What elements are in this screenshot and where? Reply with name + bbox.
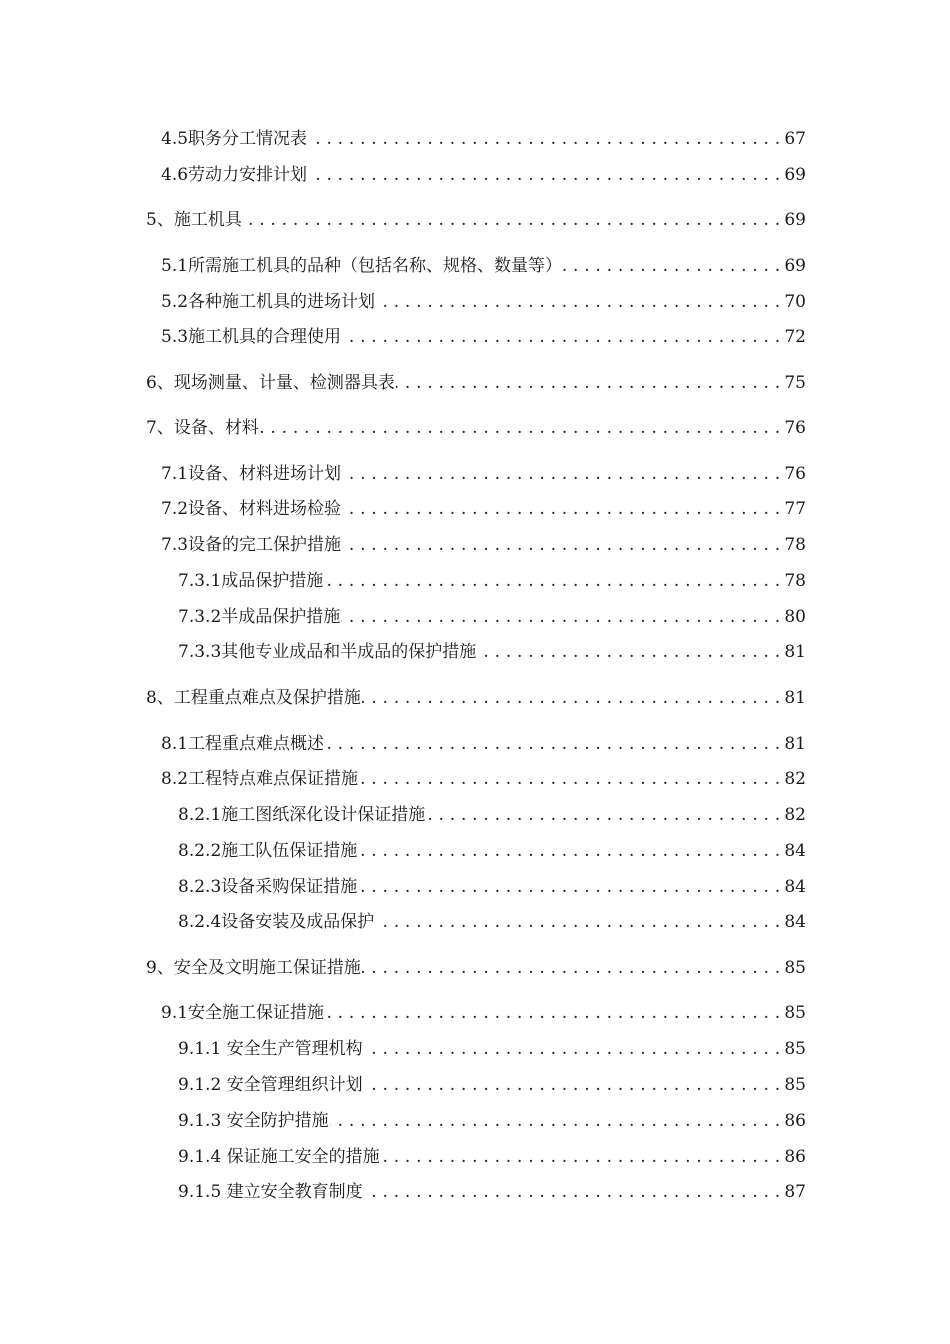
toc-entry[interactable]: [161, 729, 806, 755]
toc-dot-leader: [396, 372, 783, 394]
toc-dot-leader: [341, 606, 782, 628]
toc-dot-leader: [342, 463, 782, 485]
toc-entry[interactable]: [146, 368, 806, 394]
toc-entry-page: 69: [784, 165, 806, 185]
toc-entry-page: 85: [784, 1039, 806, 1059]
toc-entry[interactable]: [161, 998, 806, 1024]
toc-dot-leader: [308, 164, 782, 186]
toc-entry[interactable]: [161, 160, 806, 186]
toc-entry-label: 7.3.2半成品保护措施: [178, 607, 341, 627]
toc-dot-leader: [330, 1110, 783, 1132]
toc-entry-label: 9.1.4 保证施工安全的措施: [178, 1147, 380, 1167]
toc-dot-leader: [376, 291, 782, 313]
toc-entry-label: 5、施工机具: [146, 210, 242, 230]
toc-dot-leader: [364, 1181, 783, 1203]
toc-dot-leader: [362, 957, 783, 979]
toc-entry-page: 81: [784, 734, 806, 754]
toc-dot-leader: [362, 687, 783, 709]
toc-dot-leader: [342, 498, 782, 520]
toc-dot-leader: [364, 1038, 783, 1060]
toc-entry[interactable]: [178, 1142, 806, 1168]
toc-dot-leader: [260, 417, 783, 439]
toc-dot-leader: [324, 570, 782, 592]
toc-entry-page: 81: [784, 642, 806, 662]
toc-entry-label: 9、安全及文明施工保证措施: [146, 958, 361, 978]
toc-dot-leader: [375, 911, 782, 933]
toc-entry-page: 78: [784, 535, 806, 555]
toc-entry-label: 8.2工程特点难点保证措施: [161, 769, 359, 789]
toc-entry-page: 76: [784, 464, 806, 484]
toc-entry[interactable]: [161, 124, 806, 150]
toc-entry-page: 76: [784, 418, 806, 438]
toc-entry-label: 7.3.3其他专业成品和半成品的保护措施: [178, 642, 477, 662]
toc-dot-leader: [243, 209, 783, 231]
toc-entry[interactable]: [146, 953, 806, 979]
toc-entry-label: 9.1安全施工保证措施: [161, 1003, 325, 1023]
toc-dot-leader: [426, 804, 782, 826]
toc-entry-label: 9.1.5 建立安全教育制度: [178, 1182, 363, 1202]
toc-dot-leader: [563, 255, 782, 277]
toc-entry[interactable]: [178, 800, 806, 826]
toc-dot-leader: [325, 733, 782, 755]
toc-entry[interactable]: [178, 602, 806, 628]
toc-dot-leader: [477, 641, 782, 663]
toc-entry-page: 86: [784, 1147, 806, 1167]
toc-entry-label: 9.1.2 安全管理组织计划: [178, 1075, 363, 1095]
toc-entry[interactable]: [161, 322, 806, 348]
toc-entry-label: 5.2各种施工机具的进场计划: [161, 292, 376, 312]
toc-entry-page: 85: [784, 1075, 806, 1095]
toc-dot-leader: [364, 1074, 783, 1096]
toc-entry[interactable]: [161, 287, 806, 313]
toc-entry-page: 70: [784, 292, 806, 312]
toc-entry-label: 7.1设备、材料进场计划: [161, 464, 342, 484]
toc-dot-leader: [325, 1002, 782, 1024]
toc-entry-page: 84: [784, 841, 806, 861]
toc-entry-label: 9.1.3 安全防护措施: [178, 1111, 329, 1131]
toc-entry-page: 85: [784, 958, 806, 978]
toc-entry-page: 82: [784, 805, 806, 825]
toc-entry[interactable]: [161, 459, 806, 485]
toc-dot-leader: [308, 128, 782, 150]
toc-entry-label: 8、工程重点难点及保护措施: [146, 688, 361, 708]
toc-entry[interactable]: [146, 683, 806, 709]
toc-entry[interactable]: [178, 637, 806, 663]
toc-entry-label: 8.2.1施工图纸深化设计保证措施: [178, 805, 426, 825]
toc-entry[interactable]: [161, 494, 806, 520]
toc-entry-label: 9.1.1 安全生产管理机构: [178, 1039, 363, 1059]
toc-entry-page: 84: [784, 912, 806, 932]
toc-dot-leader: [358, 876, 782, 898]
toc-entry-label: 4.5职务分工情况表: [161, 129, 308, 149]
toc-entry[interactable]: [161, 251, 806, 277]
toc-entry-page: 86: [784, 1111, 806, 1131]
toc-entry-label: 8.1工程重点难点概述: [161, 734, 325, 754]
toc-entry-label: 7.2设备、材料进场检验: [161, 499, 342, 519]
toc-entry[interactable]: [178, 1177, 806, 1203]
toc-entry-label: 6、现场测量、计量、检测器具表: [146, 373, 395, 393]
toc-entry[interactable]: [161, 764, 806, 790]
toc-entry-label: 7、设备、材料: [146, 418, 259, 438]
toc-entry-page: 77: [784, 499, 806, 519]
toc-entry-page: 82: [784, 769, 806, 789]
toc-entry[interactable]: [146, 205, 806, 231]
toc-entry[interactable]: [178, 1106, 806, 1132]
toc-entry-label: 8.2.4设备安装及成品保护: [178, 912, 375, 932]
toc-entry-page: 87: [784, 1182, 806, 1202]
toc-entry-page: 75: [784, 373, 806, 393]
toc-dot-leader: [381, 1146, 783, 1168]
toc-dot-leader: [342, 534, 782, 556]
toc-entry[interactable]: [178, 1070, 806, 1096]
toc-entry[interactable]: [178, 1034, 806, 1060]
toc-entry-page: 67: [784, 129, 806, 149]
toc-dot-leader: [342, 326, 782, 348]
toc-entry-page: 69: [784, 210, 806, 230]
toc-entry[interactable]: [146, 413, 806, 439]
toc-entry-label: 7.3.1成品保护措施: [178, 571, 324, 591]
toc-entry-page: 84: [784, 877, 806, 897]
toc-entry[interactable]: [178, 836, 806, 862]
toc-entry-page: 81: [784, 688, 806, 708]
toc-entry-label: 8.2.2施工队伍保证措施: [178, 841, 358, 861]
toc-entry-label: 5.1所需施工机具的品种（包括名称、规格、数量等）: [161, 256, 563, 276]
toc-entry-page: 80: [784, 607, 806, 627]
toc-entry[interactable]: [178, 566, 806, 592]
toc-entry[interactable]: [178, 872, 806, 898]
toc-entry[interactable]: [178, 907, 806, 933]
toc-entry-page: 78: [784, 571, 806, 591]
toc-entry-label: 8.2.3设备采购保证措施: [178, 877, 358, 897]
toc-entry-page: 85: [784, 1003, 806, 1023]
toc-entry-page: 69: [784, 256, 806, 276]
toc-entry-label: 7.3设备的完工保护措施: [161, 535, 342, 555]
toc-entry-label: 4.6劳动力安排计划: [161, 165, 308, 185]
toc-entry-page: 72: [784, 327, 806, 347]
toc-entry[interactable]: [161, 530, 806, 556]
toc-dot-leader: [358, 840, 782, 862]
toc-dot-leader: [359, 768, 782, 790]
toc-entry-label: 5.3施工机具的合理使用: [161, 327, 342, 347]
